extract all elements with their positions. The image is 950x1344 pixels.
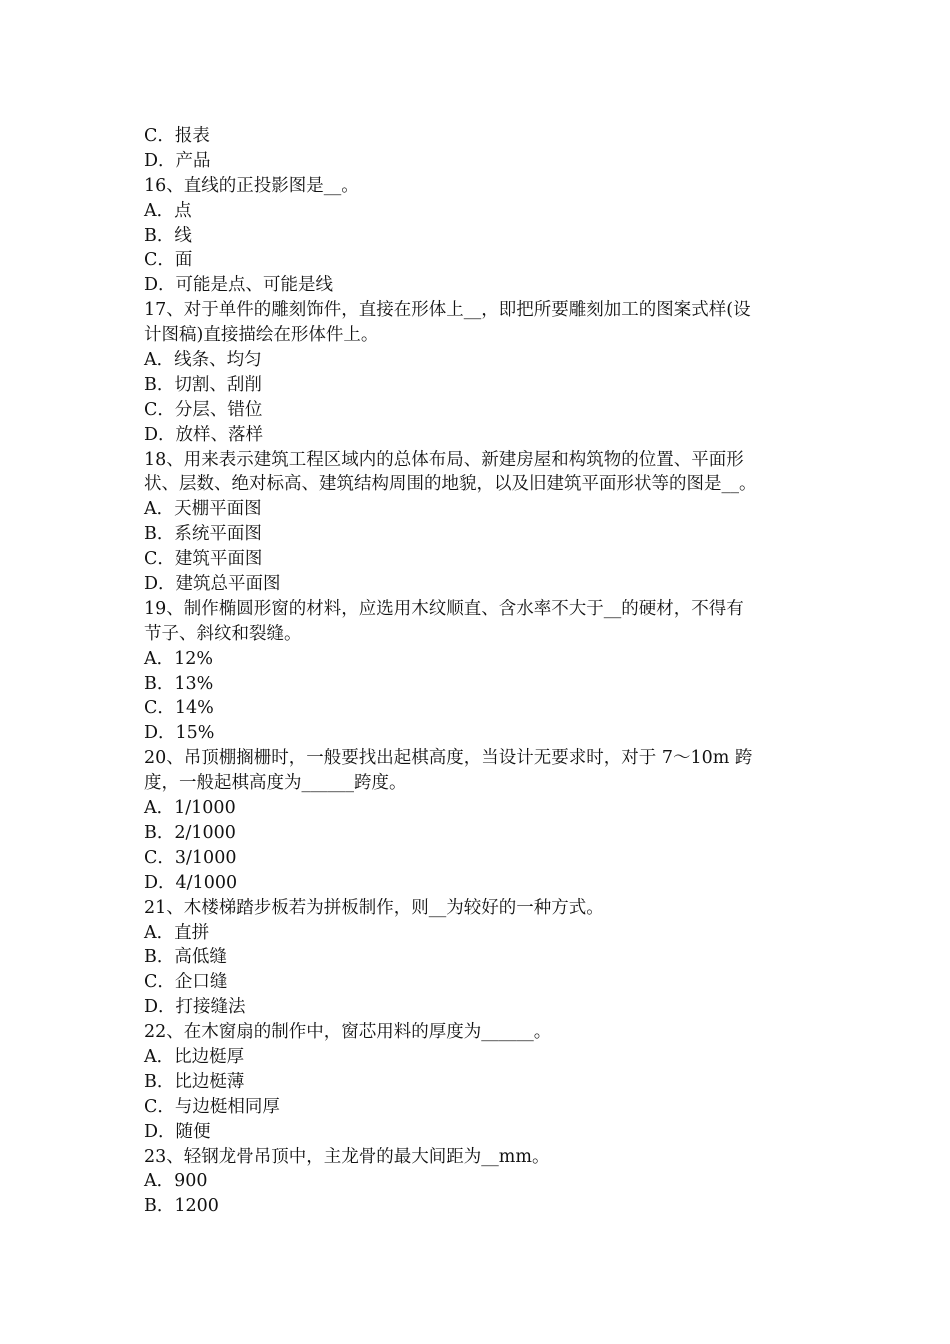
question-line: 21、木楼梯踏步板若为拼板制作，则__为较好的一种方式。 <box>144 897 604 918</box>
option-line: C．面 <box>144 250 193 271</box>
option-line: D．4/1000 <box>144 872 238 893</box>
option-line: C．企口缝 <box>144 972 228 993</box>
question-line: 20、吊顶棚搁栅时，一般要找出起棋高度，当设计无要求时，对于 7～10m 跨 <box>144 748 753 769</box>
option-line: C．3/1000 <box>144 847 237 868</box>
option-line: D．产品 <box>144 150 211 171</box>
option-line: B．13% <box>144 673 214 694</box>
question-line: 23、轻钢龙骨吊顶中，主龙骨的最大间距为__mm。 <box>144 1146 550 1167</box>
option-line: D．可能是点、可能是线 <box>144 275 334 296</box>
option-line: A．1/1000 <box>144 798 236 819</box>
question-line: 17、对于单件的雕刻饰件，直接在形体上__，即把所要雕刻加工的图案式样(设 <box>144 300 751 321</box>
question-line-continued: 计图稿)直接描绘在形体件上。 <box>144 325 379 346</box>
question-line: 18、用来表示建筑工程区域内的总体布局、新建房屋和构筑物的位置、平面形 <box>144 449 744 470</box>
option-line: D．建筑总平面图 <box>144 574 281 595</box>
option-line: C．建筑平面图 <box>144 549 263 570</box>
option-line: D．15% <box>144 723 215 744</box>
option-line: B．2/1000 <box>144 822 236 843</box>
option-line: D．打接缝法 <box>144 997 246 1018</box>
option-line: B．比边梃薄 <box>144 1071 245 1092</box>
question-line-continued: 度，一般起棋高度为______跨度。 <box>144 773 407 794</box>
option-line: C．分层、错位 <box>144 399 263 420</box>
option-line: C．14% <box>144 698 214 719</box>
document-page <box>144 124 812 1219</box>
option-line: D．放样、落样 <box>144 424 264 445</box>
option-line: A．12% <box>144 648 214 669</box>
option-line: B．切割、刮削 <box>144 374 262 395</box>
option-line: C．与边梃相同厚 <box>144 1096 280 1117</box>
question-line-continued: 状、层数、绝对标高、建筑结构周围的地貌，以及旧建筑平面形状等的图是__。 <box>144 474 757 495</box>
option-line: B．线 <box>144 225 192 246</box>
option-line: B．系统平面图 <box>144 524 262 545</box>
option-line: A．比边梃厚 <box>144 1046 245 1067</box>
question-line: 19、制作椭圆形窗的材料，应选用木纹顺直、含水率不大于__的硬材，不得有 <box>144 598 744 619</box>
question-line: 22、在木窗扇的制作中，窗芯用料的厚度为______。 <box>144 1022 552 1043</box>
option-line: A．天棚平面图 <box>144 499 262 520</box>
question-line: 16、直线的正投影图是__。 <box>144 175 359 196</box>
question-line-continued: 节子、斜纹和裂缝。 <box>144 623 302 644</box>
option-line: C．报表 <box>144 126 210 146</box>
option-line: B．1200 <box>144 1196 219 1217</box>
option-line: D．随便 <box>144 1121 211 1142</box>
option-line: B．高低缝 <box>144 947 227 968</box>
option-line: A．线条、均匀 <box>144 350 262 371</box>
option-line: A．直拼 <box>144 922 210 943</box>
option-line: A．点 <box>144 200 192 221</box>
option-line: A．900 <box>144 1171 208 1192</box>
